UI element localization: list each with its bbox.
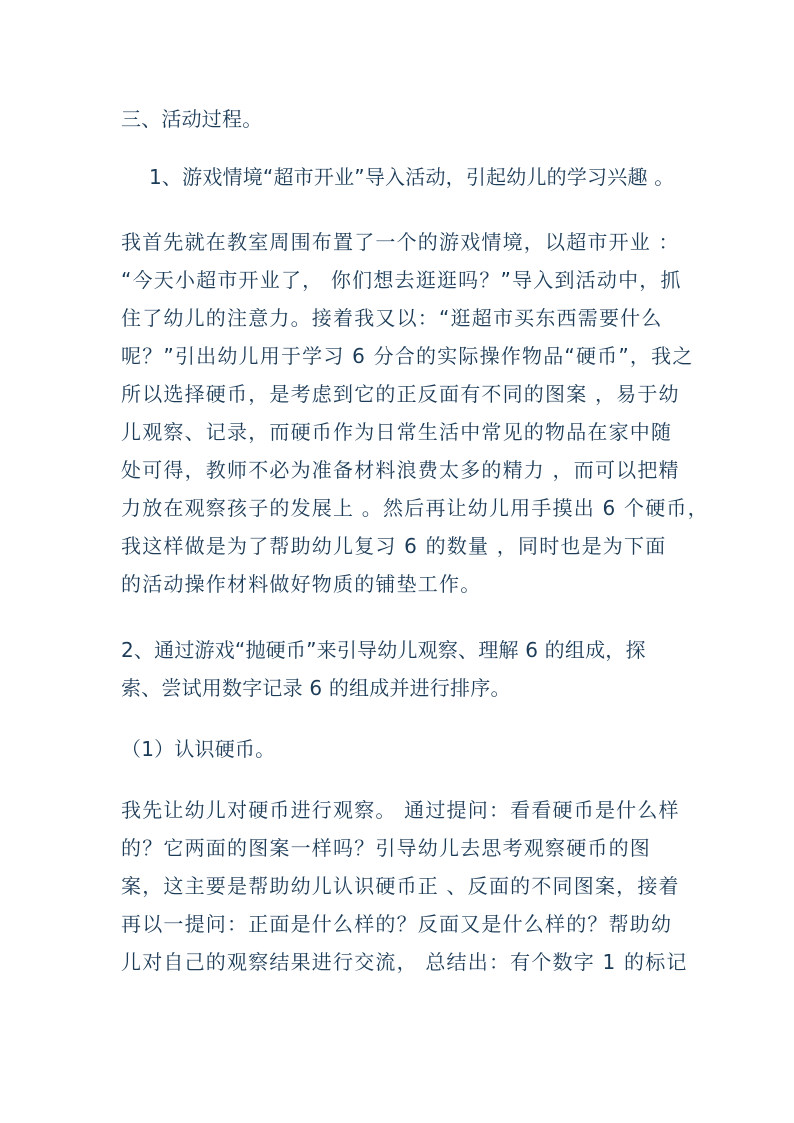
subsection-heading-2-line-1: 2、通过游戏“抛硬币”来引导幼儿观察、理解 6 的组成，探 (121, 638, 646, 662)
paragraph-2-line-1: 我先让幼儿对硬币进行观察。 通过提问：看看硬币是什么样 (121, 798, 680, 822)
paragraph-1-line-4: 呢？”引出幼儿用于学习 6 分合的实际操作物品“硬币”，我之 (121, 344, 694, 368)
paragraph-1-line-8: 力放在观察孩子的发展上 。然后再让幼儿用手摸出 6 个硬币， (121, 496, 709, 520)
paragraph-1-line-7: 处可得，教师不必为准备材料浪费太多的精力 ，而可以把精 (121, 458, 680, 482)
subsection-heading-2-1: （1）认识硬币。 (121, 737, 276, 761)
paragraph-2-line-3: 案，这主要是帮助幼儿认识硬币正 、反面的不同图案，接着 (121, 874, 680, 898)
paragraph-2-line-2: 的？它两面的图案一样吗？引导幼儿去思考观察硬币的图 (121, 836, 651, 860)
paragraph-1-line-10: 的活动操作材料做好物质的铺垫工作。 (121, 572, 482, 596)
paragraph-1-line-6: 儿观察、记录，而硬币作为日常生活中常见的物品在家中随 (121, 420, 673, 444)
subsection-heading-2-line-2: 索、尝试用数字记录 6 的组成并进行排序。 (121, 676, 511, 700)
paragraph-1-line-2: “今天小超市开业了， 你们想去逛逛吗？”导入到活动中，抓 (121, 268, 682, 292)
section-heading: 三、活动过程。 (121, 107, 263, 131)
subsection-heading-1: 1、游戏情境“超市开业”导入活动，引起幼儿的学习兴趣 。 (149, 165, 675, 189)
paragraph-1-line-3: 住了幼儿的注意力。接着我又以：“逛超市买东西需要什么 (121, 306, 663, 330)
paragraph-1-line-1: 我首先就在教室周围布置了一个的游戏情境，以超市开业 ： (121, 230, 680, 254)
paragraph-2-line-4: 再以一提问：正面是什么样的？反面又是什么样的？帮助幼 (121, 912, 673, 936)
paragraph-1-line-5: 所以选择硬币，是考虑到它的正反面有不同的图案 ，易于幼 (121, 382, 680, 406)
paragraph-2-line-5: 儿对自己的观察结果进行交流， 总结出：有个数字 1 的标记 (121, 950, 688, 974)
paragraph-1-line-9: 我这样做是为了帮助幼儿复习 6 的数量 ，同时也是为下面 (121, 534, 667, 558)
